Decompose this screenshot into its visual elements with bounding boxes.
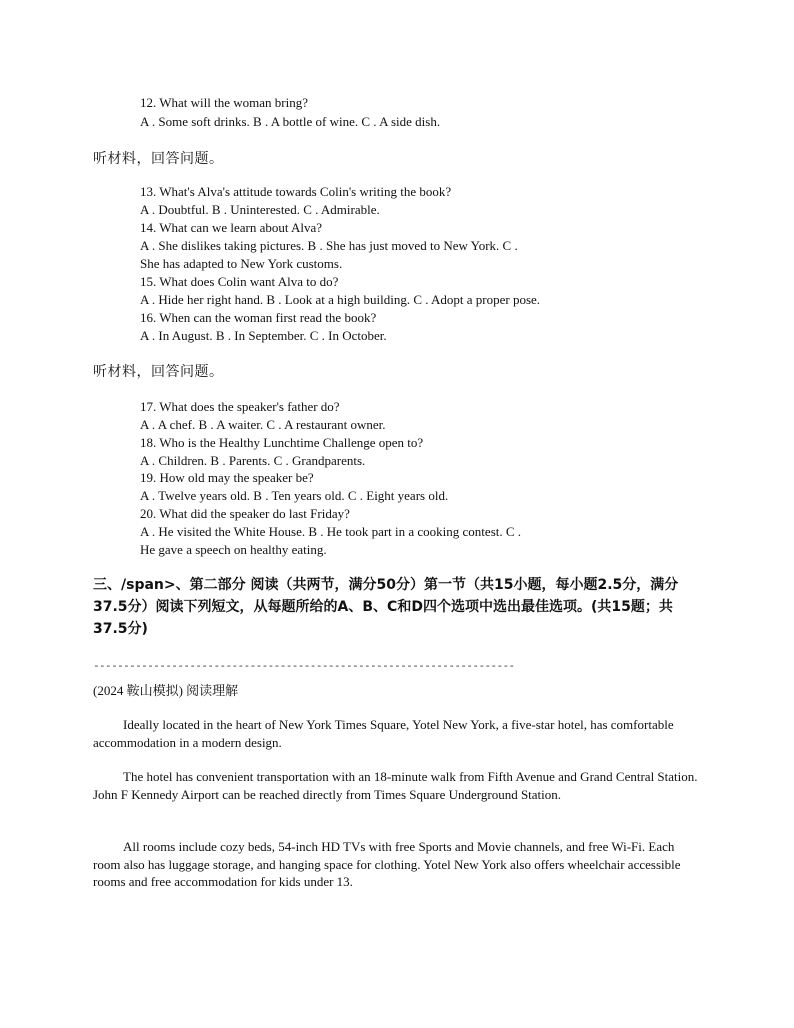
question-13: 13. What's Alva's attitude towards Colin's writing the book? (140, 184, 452, 199)
passage-paragraph (93, 716, 703, 751)
passage-paragraph (93, 838, 703, 891)
options-14-cont: She has adapted to New York customs. (140, 256, 343, 271)
question-19: 19. How old may the speaker be? (140, 470, 314, 485)
paragraph-text: Ideally located in the heart of New York Times Square, Yotel New York, a five-star hotel, has comfortable accommodation in a modern design. (93, 717, 674, 750)
options-20-cont: He gave a speech on healthy eating. (140, 542, 327, 557)
options-17: A . A chef. B . A waiter. C . A restaurant owner. (140, 417, 386, 432)
options-14: A . She dislikes taking pictures. B . She has just moved to New York. C . (140, 238, 518, 253)
separator-line: ---------------------------------------------------------------------- (93, 659, 515, 672)
question-18: 18. Who is the Healthy Lunchtime Challenge open to? (140, 435, 424, 450)
question-12: 12. What will the woman bring? (140, 95, 309, 110)
question-17: 17. What does the speaker's father do? (140, 399, 340, 414)
passage-paragraph (93, 768, 703, 803)
question-20: 20. What did the speaker do last Friday? (140, 506, 350, 521)
options-16: A . In August. B . In September. C . In October. (140, 328, 387, 343)
section-heading: 三、/span>、第二部分 阅读（共两节，满分50分）第一节（共15小题，每小题2.5分，满分37.5分）阅读下列短文，从每题所给的A、B、C和D四个选项中选出最佳选项。(共15题；共37.5分) (93, 577, 679, 637)
question-14: 14. What can we learn about Alva? (140, 220, 323, 235)
options-20: A . He visited the White House. B . He took part in a cooking contest. C . (140, 524, 522, 539)
options-12: A . Some soft drinks. B . A bottle of wine. C . A side dish. (140, 114, 441, 129)
passage-source: (2024 鞍山模拟) 阅读理解 (93, 683, 239, 698)
listen-instruction: 听材料，回答问题。 (93, 364, 224, 380)
question-15: 15. What does Colin want Alva to do? (140, 274, 339, 289)
paragraph-text: The hotel has convenient transportation with an 18-minute walk from Fifth Avenue and Grand Central Station. John F Kennedy Airport can be reached directly from Times Square Underground Station. (93, 769, 698, 802)
paragraph-text: All rooms include cozy beds, 54-inch HD TVs with free Sports and Movie channels, and free Wi-Fi. Each room also has luggage storage, and hanging space for clothing. Yotel New York also offers wheelchair accessible rooms and free accommodation for kids under 13. (93, 839, 681, 889)
question-16: 16. When can the woman first read the book? (140, 310, 377, 325)
listen-instruction: 听材料，回答问题。 (93, 151, 224, 167)
options-19: A . Twelve years old. B . Ten years old. C . Eight years old. (140, 488, 449, 503)
options-13: A . Doubtful. B . Uninterested. C . Admirable. (140, 202, 380, 217)
options-15: A . Hide her right hand. B . Look at a high building. C . Adopt a proper pose. (140, 292, 541, 307)
options-18: A . Children. B . Parents. C . Grandparents. (140, 453, 366, 468)
